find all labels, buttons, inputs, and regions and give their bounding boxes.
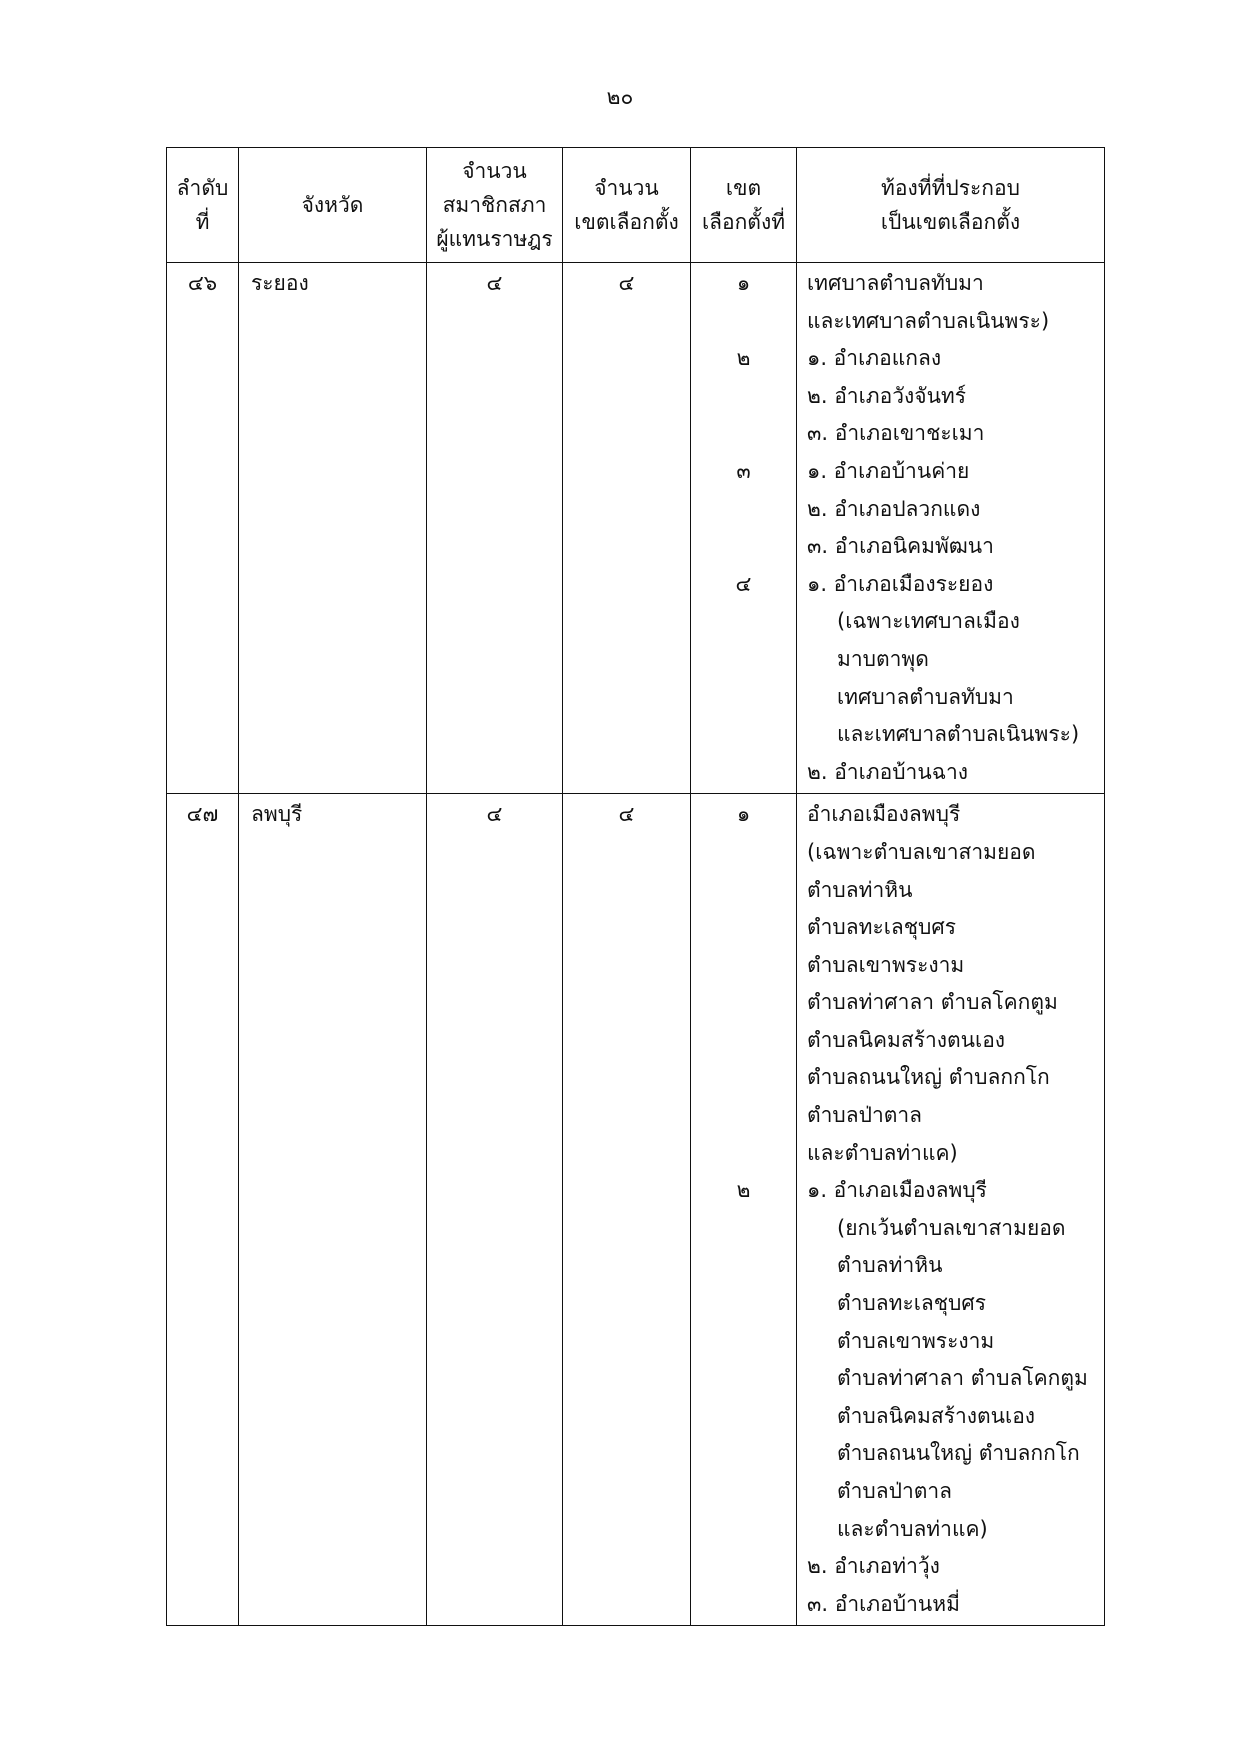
area-line: ๓. อำเภอเขาชะเมา bbox=[807, 421, 985, 446]
area-line: ตำบลท่าศาลา ตำบลโคกตูม bbox=[837, 1366, 1088, 1391]
district-number bbox=[691, 1473, 796, 1511]
province-cell-value: ระยอง bbox=[251, 271, 309, 295]
district-number bbox=[691, 1285, 796, 1323]
area-line: ๑. อำเภอเมืองลพบุรี bbox=[807, 1178, 987, 1203]
mps-cell bbox=[427, 794, 563, 1626]
header-order bbox=[167, 148, 239, 263]
order-cell-value: ๔๗ bbox=[186, 802, 219, 827]
area-line: และเทศบาลตำบลเนินพระ) bbox=[837, 722, 1080, 747]
area-line: ตำบลท่าหิน bbox=[807, 877, 913, 902]
area-line: ๓. อำเภอนิคมพัฒนา bbox=[807, 534, 994, 559]
area-line: ๒. อำเภอปลวกแดง bbox=[807, 496, 981, 521]
district-number bbox=[691, 1360, 796, 1398]
district-number: ๑ bbox=[736, 802, 751, 827]
area-line: ๑. อำเภอบ้านค่าย bbox=[807, 458, 970, 483]
header-line: ที่ bbox=[195, 210, 210, 234]
area-line: ตำบลเขาพระงาม bbox=[837, 1328, 995, 1353]
district-number bbox=[691, 303, 796, 341]
district-no-cell bbox=[691, 263, 797, 794]
district-number bbox=[691, 834, 796, 872]
district-number bbox=[691, 528, 796, 566]
order-cell bbox=[167, 794, 239, 1626]
district-number bbox=[691, 1059, 796, 1097]
header-line: ผู้แทนราษฎร bbox=[436, 227, 553, 251]
area-line: ตำบลนิคมสร้างตนเอง bbox=[837, 1403, 1036, 1428]
area-line: ๒. อำเภอบ้านฉาง bbox=[807, 759, 969, 784]
district-number: ๔ bbox=[735, 571, 752, 596]
mps-cell-value: ๔ bbox=[486, 802, 503, 827]
district-number bbox=[691, 716, 796, 754]
header-line: เขต bbox=[725, 176, 762, 200]
district-number: ๓ bbox=[736, 458, 751, 483]
district-number bbox=[691, 1435, 796, 1473]
area-cell bbox=[797, 263, 1105, 794]
area-line: ตำบลถนนใหญ่ ตำบลกกโก bbox=[837, 1441, 1080, 1466]
header-line: เลือกตั้งที่ bbox=[701, 210, 786, 234]
mps-cell-value: ๔ bbox=[486, 271, 503, 295]
area-line: (เฉพาะเทศบาลเมือง bbox=[837, 609, 1020, 634]
district-no-cell bbox=[691, 794, 797, 1626]
district-number bbox=[691, 947, 796, 985]
area-line: ๓. อำเภอบ้านหมี่ bbox=[807, 1591, 960, 1616]
district-number bbox=[691, 641, 796, 679]
districts-count-cell-value: ๔ bbox=[618, 271, 635, 295]
district-number bbox=[691, 415, 796, 453]
district-number bbox=[691, 1135, 796, 1173]
area-line: เทศบาลตำบลทับมา bbox=[837, 684, 1014, 709]
table-header bbox=[167, 148, 1105, 263]
page-number: ๒๐ bbox=[606, 85, 634, 109]
province-cell bbox=[239, 794, 427, 1626]
area-line: ตำบลท่าศาลา ตำบลโคกตูม bbox=[807, 990, 1058, 1015]
district-number bbox=[691, 872, 796, 910]
area-line: อำเภอเมืองลพบุรี bbox=[807, 802, 961, 827]
header-line: จังหวัด bbox=[301, 193, 364, 217]
header-mps bbox=[427, 148, 563, 263]
header-districts-count bbox=[563, 148, 691, 263]
election-district-table bbox=[166, 147, 1105, 1626]
districts-count-cell bbox=[563, 794, 691, 1626]
districts-count-cell bbox=[563, 263, 691, 794]
mps-cell bbox=[427, 263, 563, 794]
district-number: ๑ bbox=[736, 271, 751, 295]
header-line: ลำดับ bbox=[176, 176, 229, 200]
area-line: ตำบลป่าตาล bbox=[807, 1103, 923, 1128]
area-line: ๒. อำเภอท่าวุ้ง bbox=[807, 1554, 940, 1579]
district-number bbox=[691, 1247, 796, 1285]
area-line: ตำบลทะเลชุบศร bbox=[837, 1291, 986, 1316]
district-number bbox=[691, 491, 796, 529]
area-line: ตำบลเขาพระงาม bbox=[807, 952, 965, 977]
header-line: จำนวน bbox=[594, 176, 659, 200]
header-province bbox=[239, 148, 427, 263]
province-cell bbox=[239, 263, 427, 794]
header-line: เขตเลือกตั้ง bbox=[574, 210, 679, 234]
area-cell bbox=[797, 794, 1105, 1626]
district-number bbox=[691, 603, 796, 641]
header-area bbox=[797, 148, 1105, 263]
district-number bbox=[691, 1586, 796, 1624]
district-number bbox=[691, 1022, 796, 1060]
district-number bbox=[691, 679, 796, 717]
district-number bbox=[691, 1548, 796, 1586]
header-line: ท้องที่ที่ประกอบ bbox=[881, 176, 1020, 200]
area-line: ๑. อำเภอเมืองระยอง bbox=[807, 571, 994, 596]
header-line: จำนวน bbox=[462, 159, 527, 183]
district-number bbox=[691, 754, 796, 792]
district-number bbox=[691, 984, 796, 1022]
district-number bbox=[691, 1210, 796, 1248]
area-line: ๒. อำเภอวังจันทร์ bbox=[807, 383, 967, 408]
area-line: และเทศบาลตำบลเนินพระ) bbox=[807, 308, 1050, 333]
header-district-no bbox=[691, 148, 797, 263]
district-number: ๒ bbox=[736, 346, 751, 371]
area-line: (ยกเว้นตำบลเขาสามยอด bbox=[837, 1215, 1066, 1240]
district-number bbox=[691, 1398, 796, 1436]
area-line: มาบตาพุด bbox=[837, 646, 929, 671]
table-row bbox=[167, 263, 1105, 794]
area-line: ๑. อำเภอแกลง bbox=[807, 346, 942, 371]
area-line: ตำบลท่าหิน bbox=[837, 1253, 943, 1278]
province-cell-value: ลพบุรี bbox=[251, 802, 303, 827]
area-line: และตำบลท่าแค) bbox=[807, 1140, 958, 1165]
order-cell bbox=[167, 263, 239, 794]
area-line: เทศบาลตำบลทับมา bbox=[807, 271, 984, 295]
district-number: ๒ bbox=[736, 1178, 751, 1203]
table-row bbox=[167, 794, 1105, 1626]
area-line: ตำบลทะเลชุบศร bbox=[807, 915, 956, 940]
districts-count-cell-value: ๔ bbox=[618, 802, 635, 827]
header-line: สมาชิกสภา bbox=[442, 193, 547, 217]
area-line: (เฉพาะตำบลเขาสามยอด bbox=[807, 839, 1036, 864]
table-body bbox=[167, 263, 1105, 1626]
district-number bbox=[691, 1511, 796, 1549]
district-number bbox=[691, 378, 796, 416]
district-number bbox=[691, 1323, 796, 1361]
order-cell-value: ๔๖ bbox=[187, 271, 218, 295]
district-number bbox=[691, 909, 796, 947]
header-line: เป็นเขตเลือกตั้ง bbox=[880, 210, 1021, 234]
area-line: ตำบลถนนใหญ่ ตำบลกกโก bbox=[807, 1065, 1050, 1090]
area-line: ตำบลนิคมสร้างตนเอง bbox=[807, 1027, 1006, 1052]
area-line: และตำบลท่าแค) bbox=[837, 1516, 988, 1541]
area-line: ตำบลป่าตาล bbox=[837, 1479, 953, 1503]
district-number bbox=[691, 1097, 796, 1135]
